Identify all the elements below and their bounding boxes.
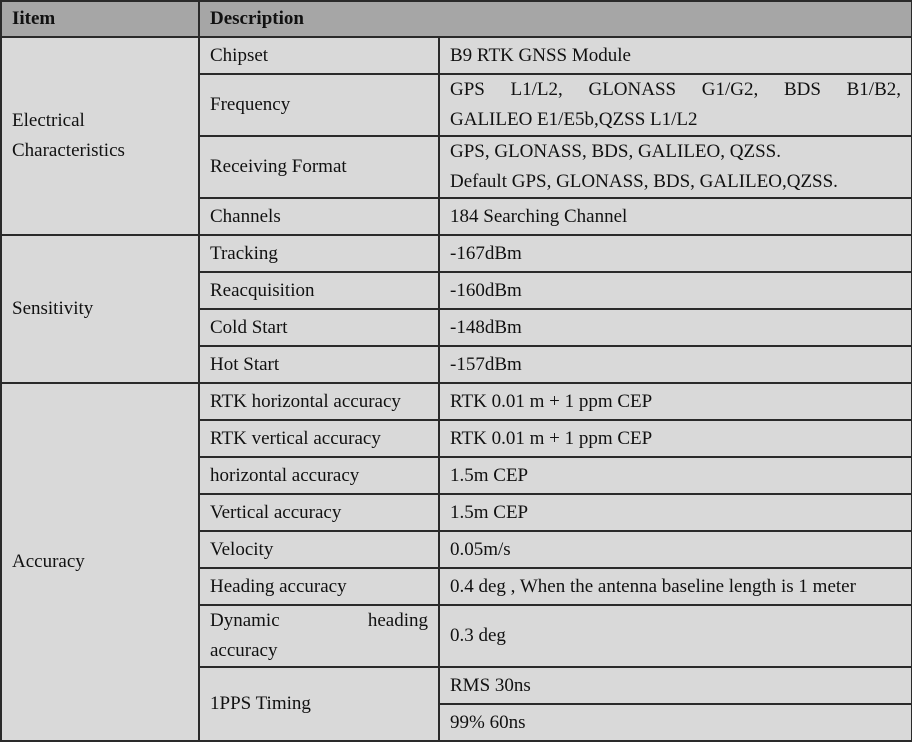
- value-line: GPS, GLONASS, BDS, GALILEO, QZSS.: [450, 141, 781, 162]
- group-label-electrical: [1, 37, 199, 235]
- table-row: [1, 383, 912, 420]
- value-cell: 1.5m CEP: [439, 457, 912, 494]
- header-row: [1, 1, 912, 37]
- value-cell: 0.05m/s: [439, 531, 912, 568]
- value-cell: -167dBm: [439, 235, 912, 272]
- group-label-line: Electrical: [12, 110, 85, 131]
- param-cell: [199, 605, 439, 667]
- value-cell: -148dBm: [439, 309, 912, 346]
- value-cell: RTK 0.01 m + 1 ppm CEP: [439, 420, 912, 457]
- value-cell: [439, 74, 912, 136]
- param-cell: Chipset: [199, 37, 439, 74]
- param-cell: Tracking: [199, 235, 439, 272]
- param-cell: Velocity: [199, 531, 439, 568]
- param-line: Dynamic heading: [210, 610, 428, 631]
- value-cell: -160dBm: [439, 272, 912, 309]
- value-cell: [439, 136, 912, 198]
- group-label-line: Characteristics: [12, 140, 125, 161]
- param-cell: Heading accuracy: [199, 568, 439, 605]
- param-cell: RTK horizontal accuracy: [199, 383, 439, 420]
- value-cell: RTK 0.01 m + 1 ppm CEP: [439, 383, 912, 420]
- param-cell: 1PPS Timing: [199, 667, 439, 741]
- table-row: [1, 235, 912, 272]
- value-cell: 0.4 deg , When the antenna baseline length is 1 meter: [439, 568, 912, 605]
- header-description: Description: [199, 1, 912, 37]
- param-cell: horizontal accuracy: [199, 457, 439, 494]
- value-cell: 0.3 deg: [439, 605, 912, 667]
- param-cell: Vertical accuracy: [199, 494, 439, 531]
- value-line: Default GPS, GLONASS, BDS, GALILEO,QZSS.: [450, 171, 838, 192]
- param-cell: Reacquisition: [199, 272, 439, 309]
- value-cell: 99% 60ns: [439, 704, 912, 741]
- value-cell: B9 RTK GNSS Module: [439, 37, 912, 74]
- param-line: accuracy: [210, 640, 278, 661]
- param-cell: RTK vertical accuracy: [199, 420, 439, 457]
- group-label-accuracy: Accuracy: [1, 383, 199, 741]
- value-line: GPS L1/L2, GLONASS G1/G2, BDS B1/B2,: [450, 79, 901, 100]
- param-cell: Hot Start: [199, 346, 439, 383]
- group-label-sensitivity: Sensitivity: [1, 235, 199, 383]
- param-cell: Frequency: [199, 74, 439, 136]
- header-item: Iitem: [1, 1, 199, 37]
- value-cell: 1.5m CEP: [439, 494, 912, 531]
- param-cell: Channels: [199, 198, 439, 235]
- value-cell: RMS 30ns: [439, 667, 912, 704]
- value-cell: -157dBm: [439, 346, 912, 383]
- param-cell: Receiving Format: [199, 136, 439, 198]
- table-row: [1, 37, 912, 74]
- param-cell: Cold Start: [199, 309, 439, 346]
- value-cell: 184 Searching Channel: [439, 198, 912, 235]
- value-line: GALILEO E1/E5b,QZSS L1/L2: [450, 109, 698, 130]
